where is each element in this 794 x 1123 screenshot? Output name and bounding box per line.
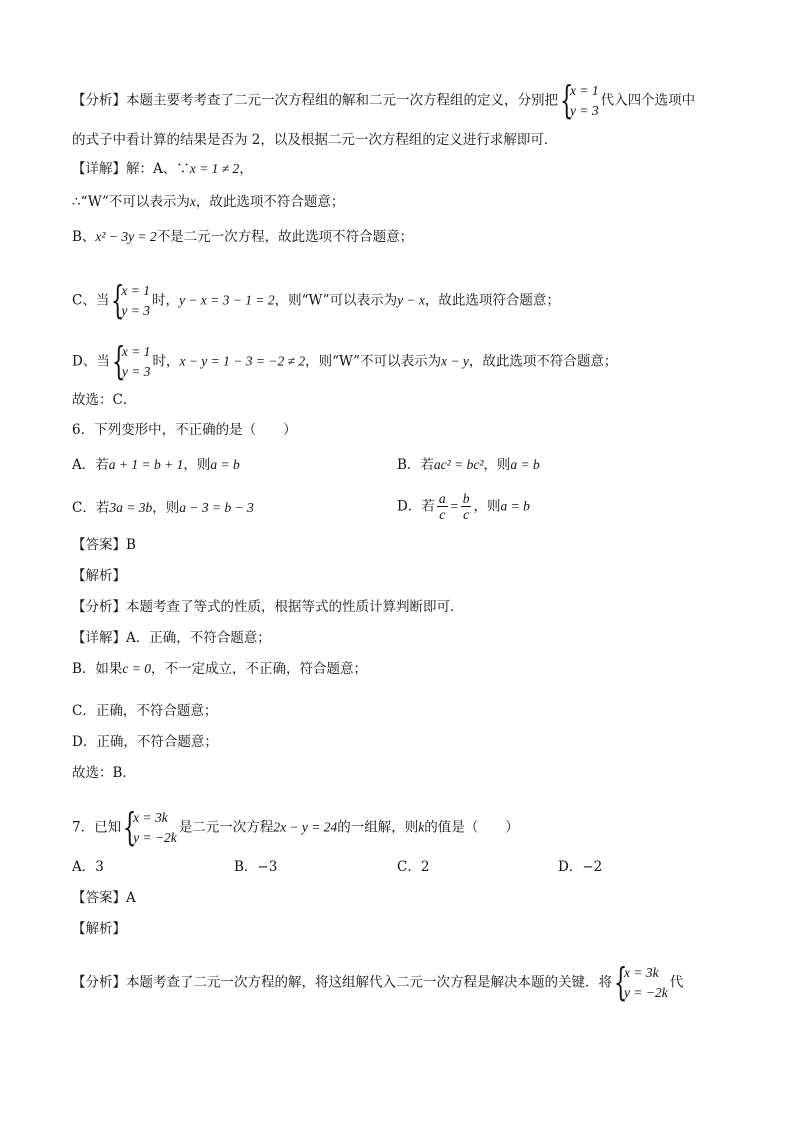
- q6-analysis: 【分析】本题考查了等式的性质，根据等式的性质计算判断即可．: [72, 599, 464, 615]
- q7-analysis: 【分析】本题考查了二元一次方程的解，将这组解代入二元一次方程是解决本题的关键．将 { x = 3k y = −2k 代: [72, 960, 684, 1004]
- q5-analysis-line1: 【分析】本题主要考考查了二元一次方程组的解和二元一次方程组的定义，分别把 { x = 1 y = 3 代入四个选项中: [72, 78, 696, 122]
- fraction: $\frac{a}{c}$: [438, 491, 446, 522]
- q7-stem: 7．已知 { x = 3k y = −2k 是二元一次方程2x − y = 24的一组解，则k的值是（ ）: [72, 805, 519, 849]
- q6-option-b: B．若ac² = bc²，则a = b: [397, 457, 540, 473]
- q7-option-c: C．2: [397, 859, 430, 875]
- fraction: $\frac{b}{c}$: [462, 491, 470, 522]
- q6-detail-b: B．如果c = 0，不一定成立，不正确，符合题意；: [72, 661, 368, 677]
- q5-detail-therefore: ∴“W”不可以表示为x，故此选项不符合题意；: [72, 194, 345, 210]
- q5-detail-b: B、x² − 3y = 2不是二元一次方程，故此选项不符合题意；: [72, 229, 414, 245]
- q5-choice: 故选：C．: [72, 392, 137, 408]
- q6-stem: 6．下列变形中，不正确的是（ ）: [72, 422, 297, 438]
- q7-answer: 【答案】A: [72, 890, 136, 906]
- q7-option-b: B．−3: [234, 859, 278, 875]
- q6-detail-a: 【详解】A．正确，不符合题意；: [72, 630, 271, 646]
- q6-option-c: C．若3a = 3b，则a − 3 = b − 3: [72, 500, 254, 516]
- equation-system: { x = 1 y = 3: [111, 339, 151, 383]
- q6-option-a: A．若a + 1 = b + 1，则a = b: [72, 457, 240, 473]
- analysis-label: 【分析】: [72, 92, 126, 109]
- q6-detail-d: D．正确，不符合题意；: [72, 734, 218, 750]
- q6-detail-c: C．正确，不符合题意；: [72, 703, 218, 719]
- equation-system: { x = 3k y = −2k: [123, 805, 177, 849]
- q5-detail-d: D、当 { x = 1 y = 3 时，x − y = 1 − 3 = −2 ≠ 2，则“W”不可以表示为x − y，故此选项不符合题意；: [72, 339, 618, 383]
- q7-option-d: D．−2: [558, 859, 603, 875]
- q7-option-a: A．3: [72, 859, 104, 875]
- equation-system: { x = 3k y = −2k: [614, 960, 668, 1004]
- q7-jiexi: 【解析】: [72, 921, 126, 937]
- q5-analysis-line2: 的式子中看计算的结果是否为 2，以及根据二元一次方程组的定义进行求解即可．: [72, 132, 558, 148]
- q6-answer: 【答案】B: [72, 537, 136, 553]
- q6-choice: 故选：B．: [72, 765, 136, 781]
- q6-jiexi: 【解析】: [72, 568, 126, 584]
- q6-option-d: D．若 $\frac{a}{c}$ = $\frac{b}{c}$ ，则a = b: [397, 491, 530, 522]
- q5-detail-a: 【详解】解：A、∵x = 1 ≠ 2，: [72, 161, 253, 177]
- q5-detail-c: C、当 { x = 1 y = 3 时，y − x = 3 − 1 = 2，则“W”可以表示为y − x，故此选项符合题意；: [72, 278, 560, 322]
- equation-system: { x = 1 y = 3: [111, 278, 150, 322]
- equation-system: { x = 1 y = 3: [560, 78, 599, 122]
- analysis-text: 本题主要考考查了二元一次方程组的解和二元一次方程组的定义，分别把: [126, 92, 558, 109]
